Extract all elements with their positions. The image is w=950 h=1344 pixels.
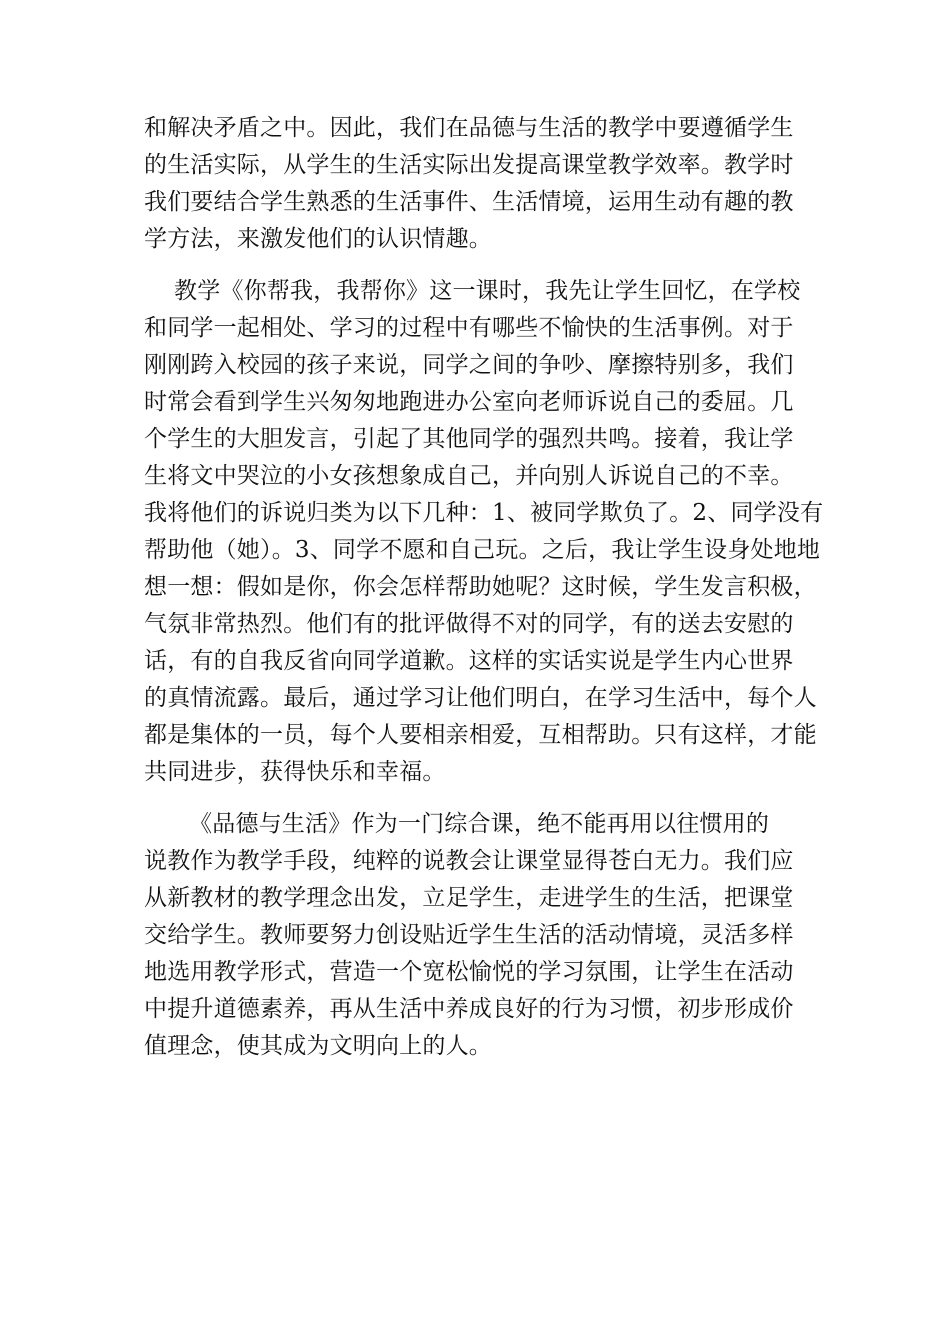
paragraph-line: 帮助他（她）。3、同学不愿和自己玩。之后，我让学生设身处地地 [144, 537, 821, 563]
paragraph-line: 话，有的自我反省向同学道歉。这样的实话实说是学生内心世界 [144, 648, 794, 674]
paragraph-3 [144, 806, 814, 1065]
paragraph-line: 的生活实际，从学生的生活实际出发提高课堂教学效率。教学时 [144, 152, 794, 178]
paragraph-line: 的真情流露。最后，通过学习让他们明白，在学习生活中，每个人 [144, 685, 817, 711]
paragraph-line: 地选用教学形式，营造一个宽松愉悦的学习氛围，让学生在活动 [144, 959, 794, 985]
paragraph-line: 教学《你帮我，我帮你》这一课时，我先让学生回忆，在学校 [144, 278, 801, 304]
paragraph-line: 学方法，来激发他们的认识情趣。 [144, 226, 492, 252]
paragraph-line: 想一想：假如是你，你会怎样帮助她呢？这时候，学生发言积极， [144, 574, 817, 600]
paragraph-line: 气氛非常热烈。他们有的批评做得不对的同学，有的送去安慰的 [144, 611, 794, 637]
paragraph-line: 我将他们的诉说归类为以下几种：1、被同学欺负了。2、同学没有 [144, 500, 824, 526]
paragraph-line: 交给学生。教师要努力创设贴近学生生活的活动情境，灵活多样 [144, 922, 794, 948]
paragraph-line: 和解决矛盾之中。因此，我们在品德与生活的教学中要遵循学生 [144, 115, 794, 141]
paragraph-line: 共同进步，获得快乐和幸福。 [144, 759, 446, 785]
paragraph-line: 说教作为教学手段，纯粹的说教会让课堂显得苍白无力。我们应 [144, 848, 794, 874]
paragraph-line: 时常会看到学生兴匆匆地跑进办公室向老师诉说自己的委屈。几 [144, 389, 794, 415]
paragraph-line: 从新教材的教学理念出发，立足学生，走进学生的生活，把课堂 [144, 885, 794, 911]
paragraph-line: 我们要结合学生熟悉的生活事件、生活情境，运用生动有趣的教 [144, 189, 794, 215]
paragraph-line: 生将文中哭泣的小女孩想象成自己，并向别人诉说自己的不幸。 [144, 463, 794, 489]
document-body [144, 110, 824, 1065]
paragraph-2 [144, 273, 824, 791]
paragraph-line: 刚刚跨入校园的孩子来说，同学之间的争吵、摩擦特别多，我们 [144, 352, 794, 378]
paragraph-line: 都是集体的一员，每个人要相亲相爱，互相帮助。只有这样，才能 [144, 722, 817, 748]
paragraph-line: 中提升道德素养，再从生活中养成良好的行为习惯，初步形成价 [144, 996, 794, 1022]
paragraph-1 [144, 110, 814, 258]
paragraph-line: 值理念，使其成为文明向上的人。 [144, 1033, 492, 1059]
paragraph-line: 《品德与生活》作为一门综合课，绝不能再用以往惯用的 [144, 811, 770, 837]
paragraph-line: 个学生的大胆发言，引起了其他同学的强烈共鸣。接着，我让学 [144, 426, 794, 452]
paragraph-line: 和同学一起相处、学习的过程中有哪些不愉快的生活事例。对于 [144, 315, 794, 341]
